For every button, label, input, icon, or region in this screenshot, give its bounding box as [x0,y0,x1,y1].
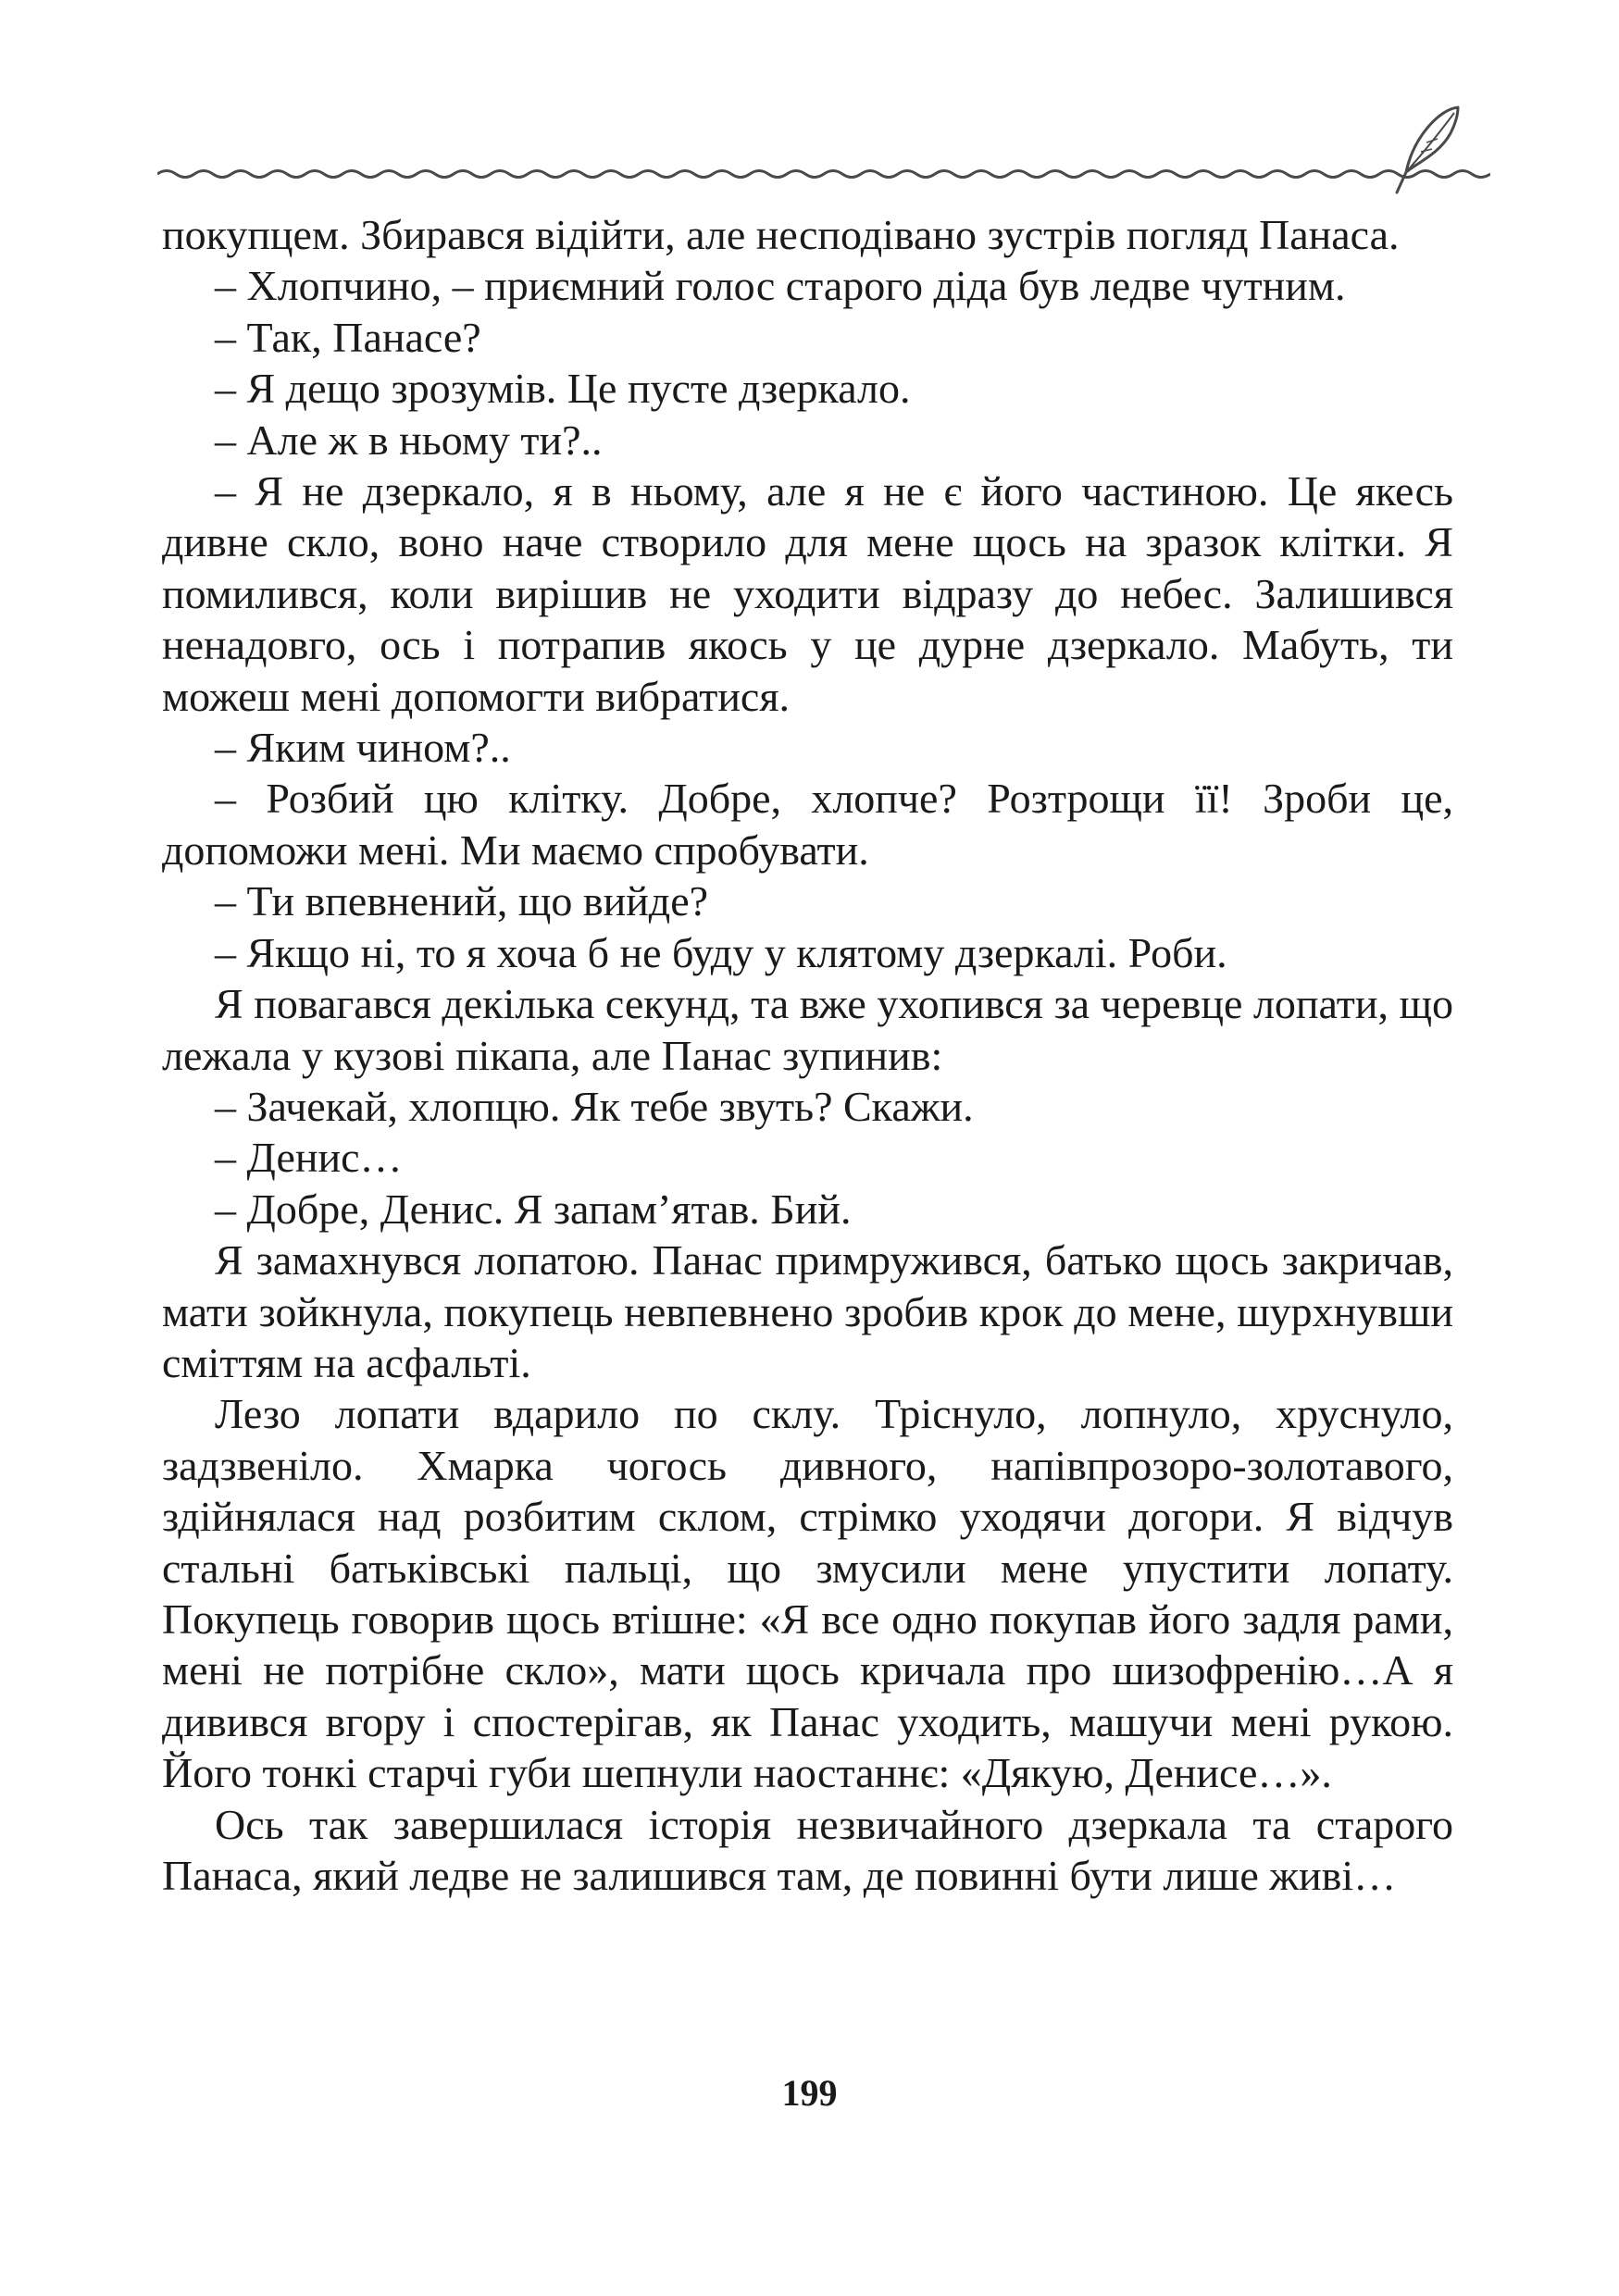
paragraph: – Ти впевнений, що вийде? [215,877,709,925]
header-ornament [157,100,1490,202]
paragraph: Ось так завершилася історія незвичайного дзеркала та старого Панаса, який ледве не залишився там, де повинні бути лише живі… [162,1800,1453,1899]
quill-feather-icon [1397,107,1458,192]
text-block [162,209,1453,1901]
paragraph: – Я дещо зрозумів. Це пусте дзеркало. [215,365,911,413]
paragraph: Я повагався декілька секунд, та вже ухопився за черевце лопати, що лежала у кузові пікапа, але Панас зупинив: [162,980,1453,1079]
paragraph: покупцем. Збирався відійти, але несподівано зустрів погляд Панаса. [162,211,1400,258]
paragraph: – Хлопчино, – приємний голос старого діда був ледве чутним. [215,262,1346,310]
paragraph: – Якщо ні, то я хоча б не буду у клятому дзеркалі. Роби. [215,928,1227,976]
paragraph: – Я не дзеркало, я в ньому, але я не є його частиною. Це якесь дивне скло, воно наче створило для мене щось на зразок клітки. Я помилився, коли вирішив не уходити відразу до небес. Залишився ненадовго, ось і потрапив якось у це дурне дзеркало. Мабуть, ти можеш мені допомогти вибратися. [162,467,1453,720]
paragraph: – Зачекай, хлопцю. Як тебе звуть? Скажи. [215,1082,974,1130]
paragraph: Я замахнувся лопатою. Панас примружився, батько щось закричав, мати зойкнула, покупець невпевнено зробив крок до мене, шурхнувши сміттям на асфальті. [162,1236,1453,1386]
paragraph: Лезо лопати вдарило по склу. Тріснуло, лопнуло, хруснуло, задзвеніло. Хмарка чогось дивного, напівпрозоро-золотавого, здійнялася над розбитим склом, стрімко уходячи догори. Я відчув стальні батьківські пальці, що змусили мене упустити лопату. Покупець говорив щось втішне: «Я все одно покупав його задля рами, мені не потрібне скло», мати щось кричала про шизофренію…А я дивився вгору і спостерігав, як Панас уходить, машучи мені рукою. Його тонкі старчі губи шепнули наостаннє: «Дякую, Денисе…». [162,1390,1453,1797]
paragraph: – Розбий цю клітку. Добре, хлопче? Розтрощи її! Зроби це, допоможи мені. Ми маємо спробувати. [162,775,1453,874]
paragraph: – Яким чином?.. [215,724,511,772]
paragraph: – Добре, Денис. Я запам’ятав. Бий. [215,1185,852,1233]
paragraph: – Денис… [215,1134,403,1182]
paragraph: – Так, Панасе? [215,313,481,361]
page-number: 199 [781,2072,838,2114]
wave-line-icon [157,171,1490,178]
paragraph: – Але ж в ньому ти?.. [215,416,603,464]
